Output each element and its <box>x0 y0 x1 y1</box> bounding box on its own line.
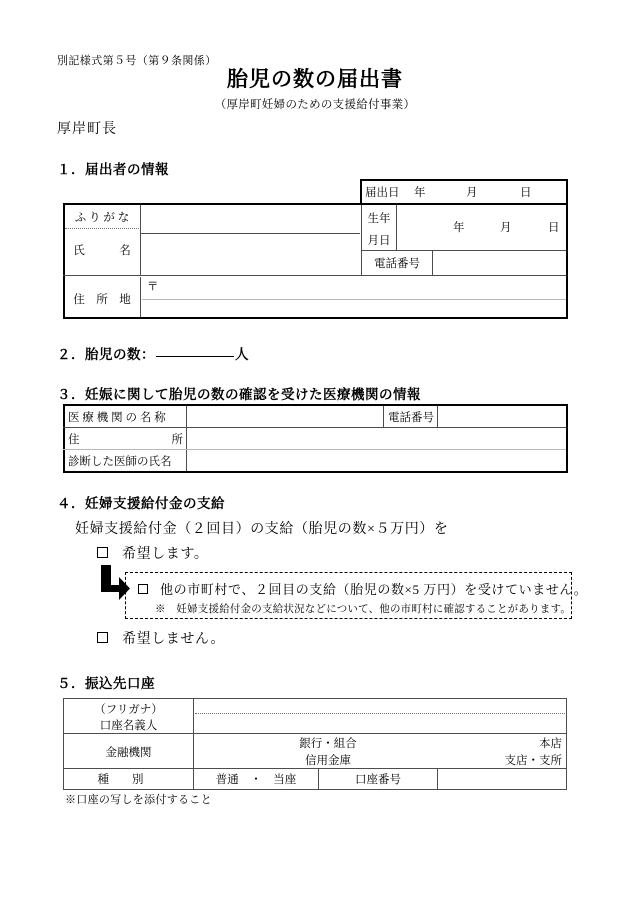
account-number-label: 口座番号 <box>355 774 401 786</box>
furigana-label: ふ り が な <box>74 212 130 224</box>
phone-input[interactable] <box>434 252 565 274</box>
section2-unit: 人 <box>235 347 249 363</box>
option-yes-row[interactable] <box>97 543 208 563</box>
medical-address-label: 住 所 <box>68 434 183 446</box>
section2-heading <box>57 343 249 363</box>
postal-mark: 〒 <box>147 281 159 293</box>
medical-table-left-rule <box>63 404 65 473</box>
birthdate-month-unit: 月 <box>500 222 512 234</box>
account-type-label: 種 別 <box>97 774 144 786</box>
fetus-count-input[interactable] <box>156 356 234 357</box>
section2-label: ２．胎児の数： <box>57 347 155 363</box>
birthdate-bottom-rule <box>361 250 566 251</box>
furigana-value-rule <box>141 233 360 234</box>
bank-table-left-rule <box>63 698 64 790</box>
bank-footnote: ※口座の写しを添付すること <box>65 794 212 806</box>
option-no-row[interactable] <box>97 628 225 648</box>
bank-table-right-rule <box>566 698 567 790</box>
account-furigana-dotted-rule <box>195 713 565 714</box>
address-label-col-divider <box>140 277 141 317</box>
birthdate-input[interactable] <box>398 206 565 249</box>
bank-types-line1: 銀行・組合 <box>299 737 357 750</box>
submission-date-day-unit: 日 <box>520 187 532 199</box>
branch-line1: 本店 <box>539 737 562 750</box>
phone-label: 電話番号 <box>374 258 420 270</box>
submission-date-label: 届出日 <box>365 187 400 199</box>
section4-lead: 妊婦支援給付金（２回目）の支給（胎児の数×５万円）を <box>75 522 449 537</box>
institution-label: 金融機関 <box>105 747 152 759</box>
name-label: 氏 名 <box>73 245 131 257</box>
account-type-options[interactable]: 普通 ・ 当座 <box>215 774 297 786</box>
medical-phone-left-divider <box>383 406 384 427</box>
subdate-right-rule <box>566 179 568 205</box>
medical-name-label: 医 療 機 関 の 名 称 <box>68 412 166 424</box>
applicant-table-bottom-rule <box>63 317 568 319</box>
sub-checkbox-label: 他の市町村で、２回目の支給（胎児の数×5 万円）を受けていません。 <box>160 582 588 597</box>
account-furigana-input[interactable] <box>195 699 565 713</box>
subdate-left-rule <box>360 179 362 205</box>
account-furigana-label: （フリガナ） <box>94 703 163 716</box>
section4-heading: ４．妊婦支援給付金の支給 <box>57 496 225 512</box>
section5-heading: ５．振込先口座 <box>57 676 155 692</box>
submission-date-month-unit: 月 <box>466 187 478 199</box>
section1-heading: １．届出者の情報 <box>57 162 169 178</box>
page-subtitle: （厚岸町妊婦のための支援給付事業） <box>214 97 416 111</box>
birthdate-label-line2: 月日 <box>367 235 391 247</box>
address-row-top-rule <box>63 275 566 276</box>
birthdate-label-divider <box>396 205 397 250</box>
addressee: 厚岸町長 <box>57 122 117 137</box>
applicant-table-top-rule <box>63 203 568 205</box>
option-yes-label: 希望します。 <box>122 547 209 562</box>
option-no-label: 希望しません。 <box>122 632 226 647</box>
medical-phone-right-divider <box>437 406 438 427</box>
medical-address-input[interactable] <box>188 428 565 449</box>
medical-phone-label: 電話番号 <box>388 412 434 424</box>
checkbox-no[interactable] <box>97 632 108 643</box>
form-code: 別記様式第５号（第９条関係） <box>57 55 217 67</box>
furigana-name-dotted-rule <box>65 228 139 229</box>
medical-phone-input[interactable] <box>439 406 565 427</box>
account-holder-input[interactable] <box>195 715 565 732</box>
birthdate-day-unit: 日 <box>548 222 560 234</box>
account-number-input[interactable] <box>439 769 565 788</box>
medical-table-bottom-rule <box>63 471 568 473</box>
checkbox-yes[interactable] <box>97 547 108 558</box>
bank-accountno-divider <box>437 768 438 789</box>
address-input[interactable] <box>142 277 565 315</box>
institution-name-input[interactable] <box>195 734 261 767</box>
furigana-input[interactable] <box>142 206 359 232</box>
bank-type-divider <box>318 768 319 789</box>
applicant-label-col-divider <box>140 205 141 275</box>
bank-label-col-divider <box>193 698 194 790</box>
checkbox-other-municipality[interactable] <box>138 584 148 594</box>
birthdate-label-line1: 生年 <box>367 213 391 225</box>
medical-name-input[interactable] <box>188 406 382 427</box>
medical-table-right-rule <box>566 404 568 473</box>
submission-date-year-unit: 年 <box>414 187 426 199</box>
sub-note: ※ 妊婦支援給付金の支給状況などについて、他の市町村に確認することがあります。 <box>155 604 572 615</box>
bank-table-bottom-rule <box>63 789 567 790</box>
sub-checkbox-row[interactable] <box>138 579 587 598</box>
birthdate-year-unit: 年 <box>453 222 465 234</box>
account-holder-label: 口座名義人 <box>99 719 158 732</box>
section3-heading: ３．妊娠に関して胎児の数の確認を受けた医療機関の情報 <box>57 387 421 403</box>
medical-label-col-divider <box>186 406 187 471</box>
branch-line2: 支店・支所 <box>504 754 562 767</box>
address-label: 住 所 地 <box>73 294 131 306</box>
phone-label-divider <box>432 251 433 275</box>
medical-doctor-label: 診断した医師の氏名 <box>68 456 172 468</box>
medical-doctor-input[interactable] <box>188 450 565 471</box>
name-input[interactable] <box>142 235 359 273</box>
submission-date-input[interactable] <box>410 181 565 202</box>
page-title: 胎児の数の届出書 <box>227 67 403 91</box>
bank-types-line2: 信用金庫 <box>305 754 351 767</box>
